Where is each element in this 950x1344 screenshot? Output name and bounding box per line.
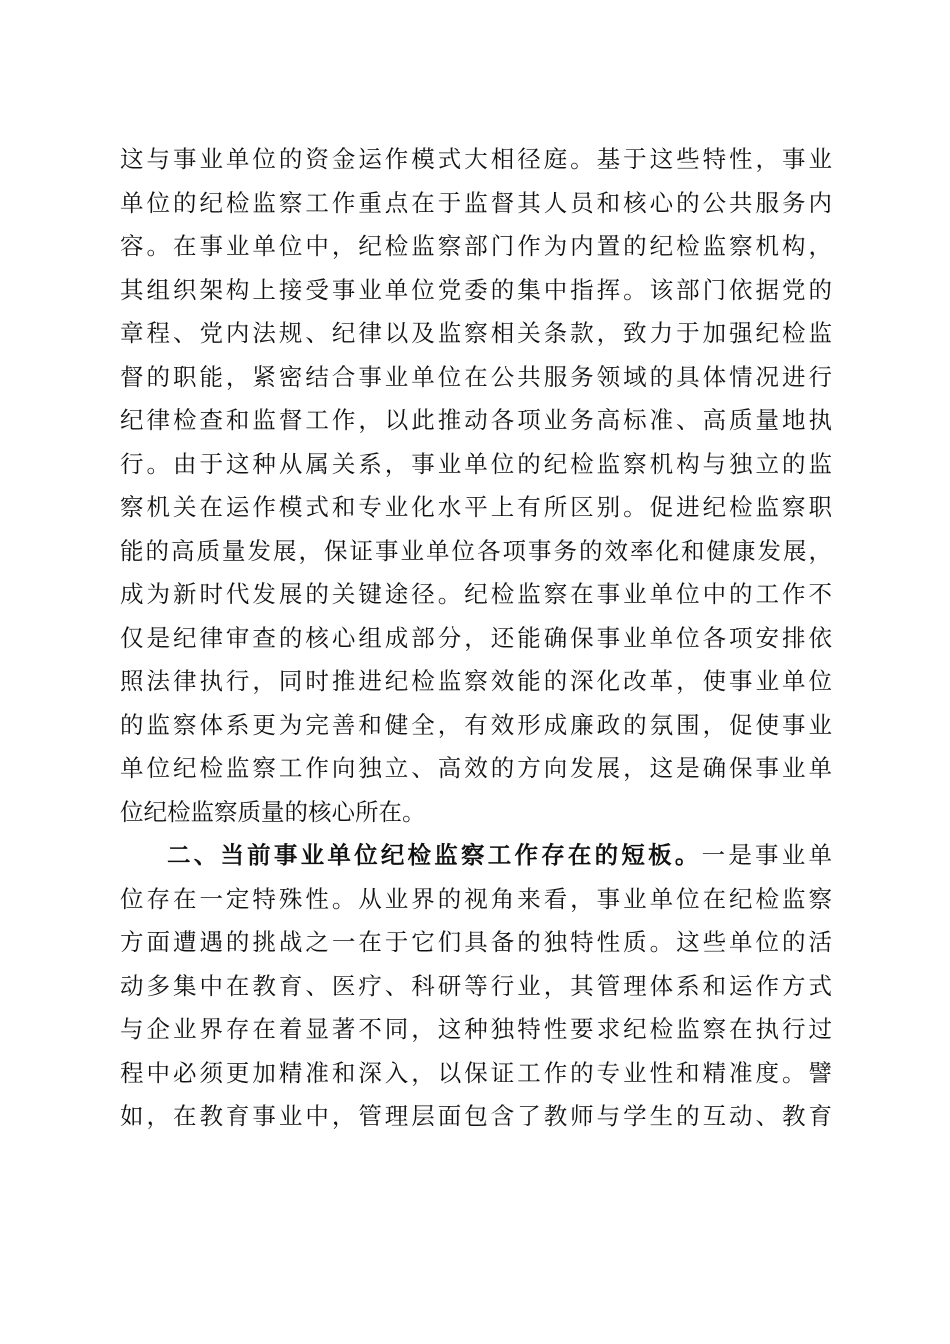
- text-line: 位纪检监察质量的核心所在。: [120, 797, 426, 826]
- text-fragment: 一是事业单: [701, 841, 833, 869]
- text-line: 章程、党内法规、纪律以及监察相关条款，致力于加强纪检监: [120, 319, 832, 347]
- text-line: 这与事业单位的资金运作模式大相径庭。基于这些特性，事业: [120, 145, 832, 173]
- text-line: 察机关在运作模式和专业化水平上有所区别。促进纪检监察职: [120, 493, 832, 521]
- text-line: 照法律执行，同时推进纪检监察效能的深化改革，使事业单位: [120, 667, 832, 695]
- text-line: 的监察体系更为完善和健全，有效形成廉政的氛围，促使事业: [120, 710, 832, 739]
- text-line: 如，在教育事业中，管理层面包含了教师与学生的互动、教育: [120, 1102, 832, 1130]
- section-heading-line: [120, 834, 832, 878]
- text-line: 位存在一定特殊性。从业界的视角来看，事业单位在纪检监察: [120, 884, 832, 913]
- text-line: 容。在事业单位中，纪检监察部门作为内置的纪检监察机构，: [120, 232, 832, 260]
- text-line: 单位的纪检监察工作重点在于监督其人员和核心的公共服务内: [120, 188, 832, 217]
- text-line: 程中必须更加精准和深入，以保证工作的专业性和精准度。譬: [120, 1058, 832, 1087]
- text-line: 动多集中在教育、医疗、科研等行业，其管理体系和运作方式: [120, 971, 832, 1000]
- text-line: 方面遭遇的挑战之一在于它们具备的独特性质。这些单位的活: [120, 928, 832, 956]
- text-line: 与企业界存在着显著不同，这种独特性要求纪检监察在执行过: [120, 1015, 832, 1043]
- text-line: 其组织架构上接受事业单位党委的集中指挥。该部门依据党的: [120, 275, 832, 304]
- text-line: 仅是纪律审查的核心组成部分，还能确保事业单位各项安排依: [120, 623, 832, 652]
- text-line: 能的高质量发展，保证事业单位各项事务的效率化和健康发展，: [120, 536, 832, 565]
- text-line: 行。由于这种从属关系，事业单位的纪检监察机构与独立的监: [120, 449, 832, 478]
- body-text: [120, 138, 832, 1139]
- text-line: 纪律检查和监督工作，以此推动各项业务高标准、高质量地执: [120, 406, 832, 434]
- text-line: 督的职能，紧密结合事业单位在公共服务领域的具体情况进行: [120, 362, 832, 391]
- text-line: 单位纪检监察工作向独立、高效的方向发展，这是确保事业单: [120, 754, 832, 782]
- section-heading: 二、当前事业单位纪检监察工作存在的短板。: [167, 841, 702, 869]
- text-line: 成为新时代发展的关键途径。纪检监察在事业单位中的工作不: [120, 580, 832, 608]
